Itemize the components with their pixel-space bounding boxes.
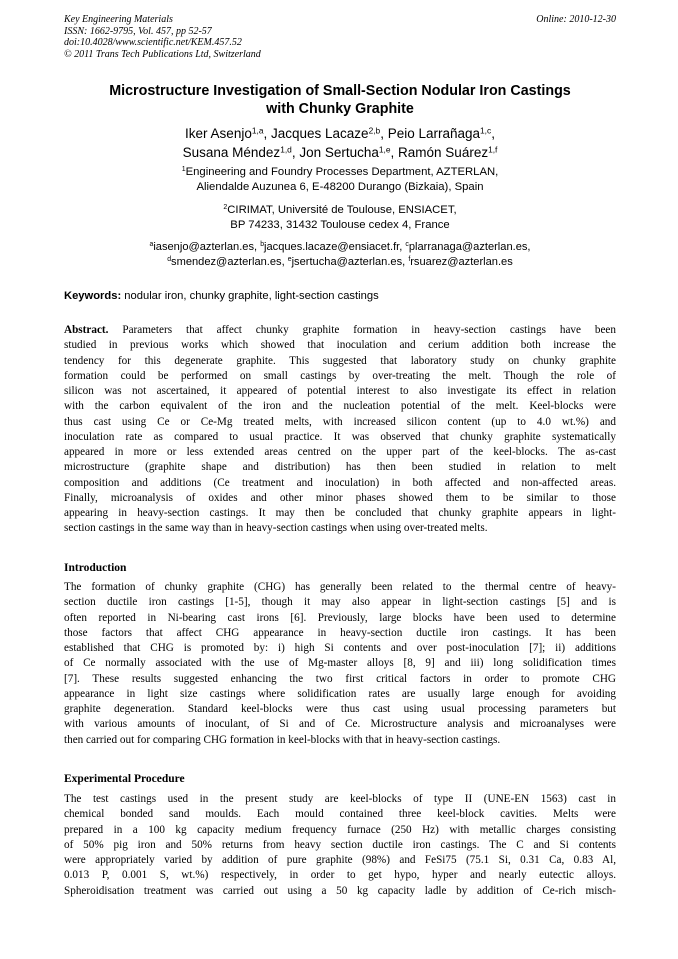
text-line: section castings in the same way than in heavy-section castings when using over-treated melts. [64, 522, 488, 535]
text-line: 0.013 P, 0.001 S, wt.%) respectively, in order to get hypo, hyper and nearly eutectic alloys. [64, 869, 616, 882]
affiliation-line [64, 203, 616, 218]
keywords [64, 289, 616, 304]
online-date: Online: 2010-12-30 [536, 14, 616, 25]
section-heading-introduction: Introduction [64, 562, 127, 574]
author-sup: 1,c [480, 125, 492, 136]
text-line: formation could be performed on small castings by over-treating the melt. Though the role of [64, 369, 616, 382]
text-line: often reported in Ni-bearing cast irons [6]. Previously, large blocks have been used to determine [64, 611, 616, 624]
email-address: iasenjo@azterlan.es, [153, 241, 261, 253]
author-name: Jacques Lacaze [270, 126, 369, 141]
journal-header [64, 14, 616, 60]
keywords-text: nodular iron, chunky graphite, light-section castings [121, 290, 379, 302]
affiliation-line [64, 165, 616, 180]
text-line: Finally, microanalysis of oxides and other minor phases showed them to be similar to those [64, 491, 616, 504]
abstract-label: Abstract. [64, 324, 109, 336]
author-sup: 1,f [488, 144, 498, 155]
keywords-label: Keywords: [64, 290, 122, 302]
text-line: with various amounts of inoculant, of Si and of Ce. Microstructure analysis and microanalyses were [64, 718, 616, 731]
text-line: [7]. These results suggested enhancing the two first critical factors in order to promote CHG [64, 672, 616, 685]
author-sup: 2,b [368, 125, 381, 136]
author-line-2 [64, 143, 616, 162]
text-line: were appropriately varied by addition of pure graphite (98%) and FeSi75 (75.1 Si, 0.31 Ca, 0.83 Al, [64, 854, 616, 866]
author-sep: , [491, 126, 495, 141]
author-sep: , [390, 145, 399, 160]
email-list [64, 240, 616, 269]
text-line: The test castings used in the present study are keel-blocks of type II (UNE-EN 1563) cast in [64, 793, 616, 805]
affiliation-1 [64, 165, 616, 195]
affiliation-text: CIRIMAT, Université de Toulouse, ENSIACET, [227, 204, 457, 216]
doi-line: doi:10.4028/www.scientific.net/KEM.457.52 [64, 37, 242, 48]
text-line: of Ce normally associated with the use of Mg-master alloys [8, 9] and iii) long solidification times [64, 657, 616, 670]
email-line-2 [64, 255, 616, 270]
author-list [64, 124, 616, 162]
author-name: Jon Sertucha [299, 145, 379, 160]
paper-title [64, 82, 616, 118]
author-sep: , [263, 126, 271, 141]
affiliation-sup: 2 [223, 204, 228, 212]
text-line: appearance in light size castings where solidification rates are usually large enough for avoiding [64, 687, 616, 700]
text-line: with the carbon equivalent of the iron and the nucleation potential of the melt. Keel-blocks were [64, 400, 616, 413]
text-line: graphite degeneration. Standard keel-blocks were thus cast using usual processing parameters but [64, 703, 616, 715]
text-line: silicon was not ascertained, it appeared of potential interest to also investigate its effect in relation [64, 385, 616, 397]
text-line: microstructure (graphite shape and distribution) has then been studied in relation to melt [64, 461, 616, 474]
text-line: then carried out for comparing CHG formation in keel-blocks with that in heavy-section castings. [64, 733, 501, 746]
email-address: smendez@azterlan.es, [171, 255, 288, 268]
author-sep: , [380, 126, 388, 141]
email-sup: a [149, 241, 154, 249]
email-sup: f [408, 255, 411, 263]
affiliation-text: Engineering and Foundry Processes Department, AZTERLAN, [185, 166, 499, 178]
affiliation-2 [64, 203, 616, 233]
email-address: rsuarez@azterlan.es [410, 255, 513, 268]
text-line: chemical bonded sand moulds. Each mould contained three keel-block cavities. Melts were [64, 808, 616, 821]
author-name: Peio Larrañaga [387, 126, 481, 141]
experimental-paragraph [64, 792, 616, 899]
email-sup: e [287, 255, 292, 263]
text-line: of 50% pig iron and 50% returns from heavy section ductile iron castings. The C and Si contents [64, 838, 616, 851]
copyright-line: © 2011 Trans Tech Publications Ltd, Switzerland [64, 48, 261, 60]
email-sup: c [405, 241, 409, 249]
abstract-paragraph [64, 323, 616, 537]
title-line-1: Microstructure Investigation of Small-Section Nodular Iron Castings [109, 83, 571, 99]
section-heading-experimental: Experimental Procedure [64, 773, 185, 785]
author-sup: 1,d [280, 144, 292, 155]
text-line: appeared in more or less extended areas centred on the upper part of the keel-blocks. The as-cast [64, 446, 616, 458]
affiliation-sup: 1 [181, 166, 186, 174]
title-line-2: with Chunky Graphite [266, 101, 414, 117]
introduction-paragraph [64, 580, 616, 748]
text-line: prepared in a 100 kg capacity medium frequency furnace (250 Hz) with metallic charges consisting [64, 823, 616, 836]
text-line: appearing in heavy-section castings. It may then be concluded that chunky graphite appears in light- [64, 507, 616, 519]
text-line: thus cast using Ce or Ce-Mg treated melts, with increased silicon content (up to 4.0 wt.%) and [64, 415, 616, 428]
author-name: Ramón Suárez [398, 145, 489, 160]
affiliation-line: BP 74233, 31432 Toulouse cedex 4, France [230, 219, 450, 231]
author-name: Susana Méndez [182, 145, 281, 160]
author-sep: , [291, 145, 300, 160]
email-address: plarranaga@azterlan.es, [408, 241, 531, 253]
author-sup: 1,a [251, 125, 264, 136]
text-line [64, 323, 616, 338]
text-line: inoculation rate as compared to usual practice. It was observed that chunky graphite systematically [64, 430, 616, 443]
email-address: jsertucha@azterlan.es, [291, 255, 409, 268]
text-line: The formation of chunky graphite (CHG) has generally been related to the thermal centre of heavy- [64, 581, 616, 593]
journal-name: Key Engineering Materials [64, 14, 173, 25]
issn-line: ISSN: 1662-9795, Vol. 457, pp 52-57 [64, 25, 212, 37]
text-line: section ductile iron castings [1-5], though it may also appear in light-section castings [5] and is [64, 596, 616, 609]
text-line: composition and additions (Ce treatment and inoculation) in both affected and non-affected areas. [64, 476, 616, 489]
email-line-1 [64, 240, 616, 255]
text-line: studied in previous works which showed that inoculation and cerium addition both increase the [64, 339, 616, 352]
author-name: Iker Asenjo [185, 126, 252, 141]
text-line: established that CHG is promoted by: i) high Si contents and over post-inoculation [7]; ii) additions [64, 642, 616, 654]
text-line: those factors that affect CHG appearance in heavy-section ductile iron castings. It has been [64, 626, 616, 639]
email-address: jacques.lacaze@ensiacet.fr, [264, 241, 406, 253]
text-line: tendency for this degenerate graphite. This suggested that laboratory study on chunky graphite [64, 354, 616, 367]
author-line-1 [64, 124, 616, 143]
text-line: Spheroidisation treatment was carried out using a 50 kg capacity ladle by addition of Ce-rich misch- [64, 884, 616, 897]
email-sup: b [260, 241, 265, 249]
abstract-line-text: Parameters that affect chunky graphite formation in heavy-section castings have been [108, 324, 616, 336]
email-sup: d [167, 255, 172, 263]
affiliation-line: Aliendalde Auzunea 6, E-48200 Durango (Bizkaia), Spain [196, 181, 484, 193]
author-sup: 1,e [378, 144, 391, 155]
